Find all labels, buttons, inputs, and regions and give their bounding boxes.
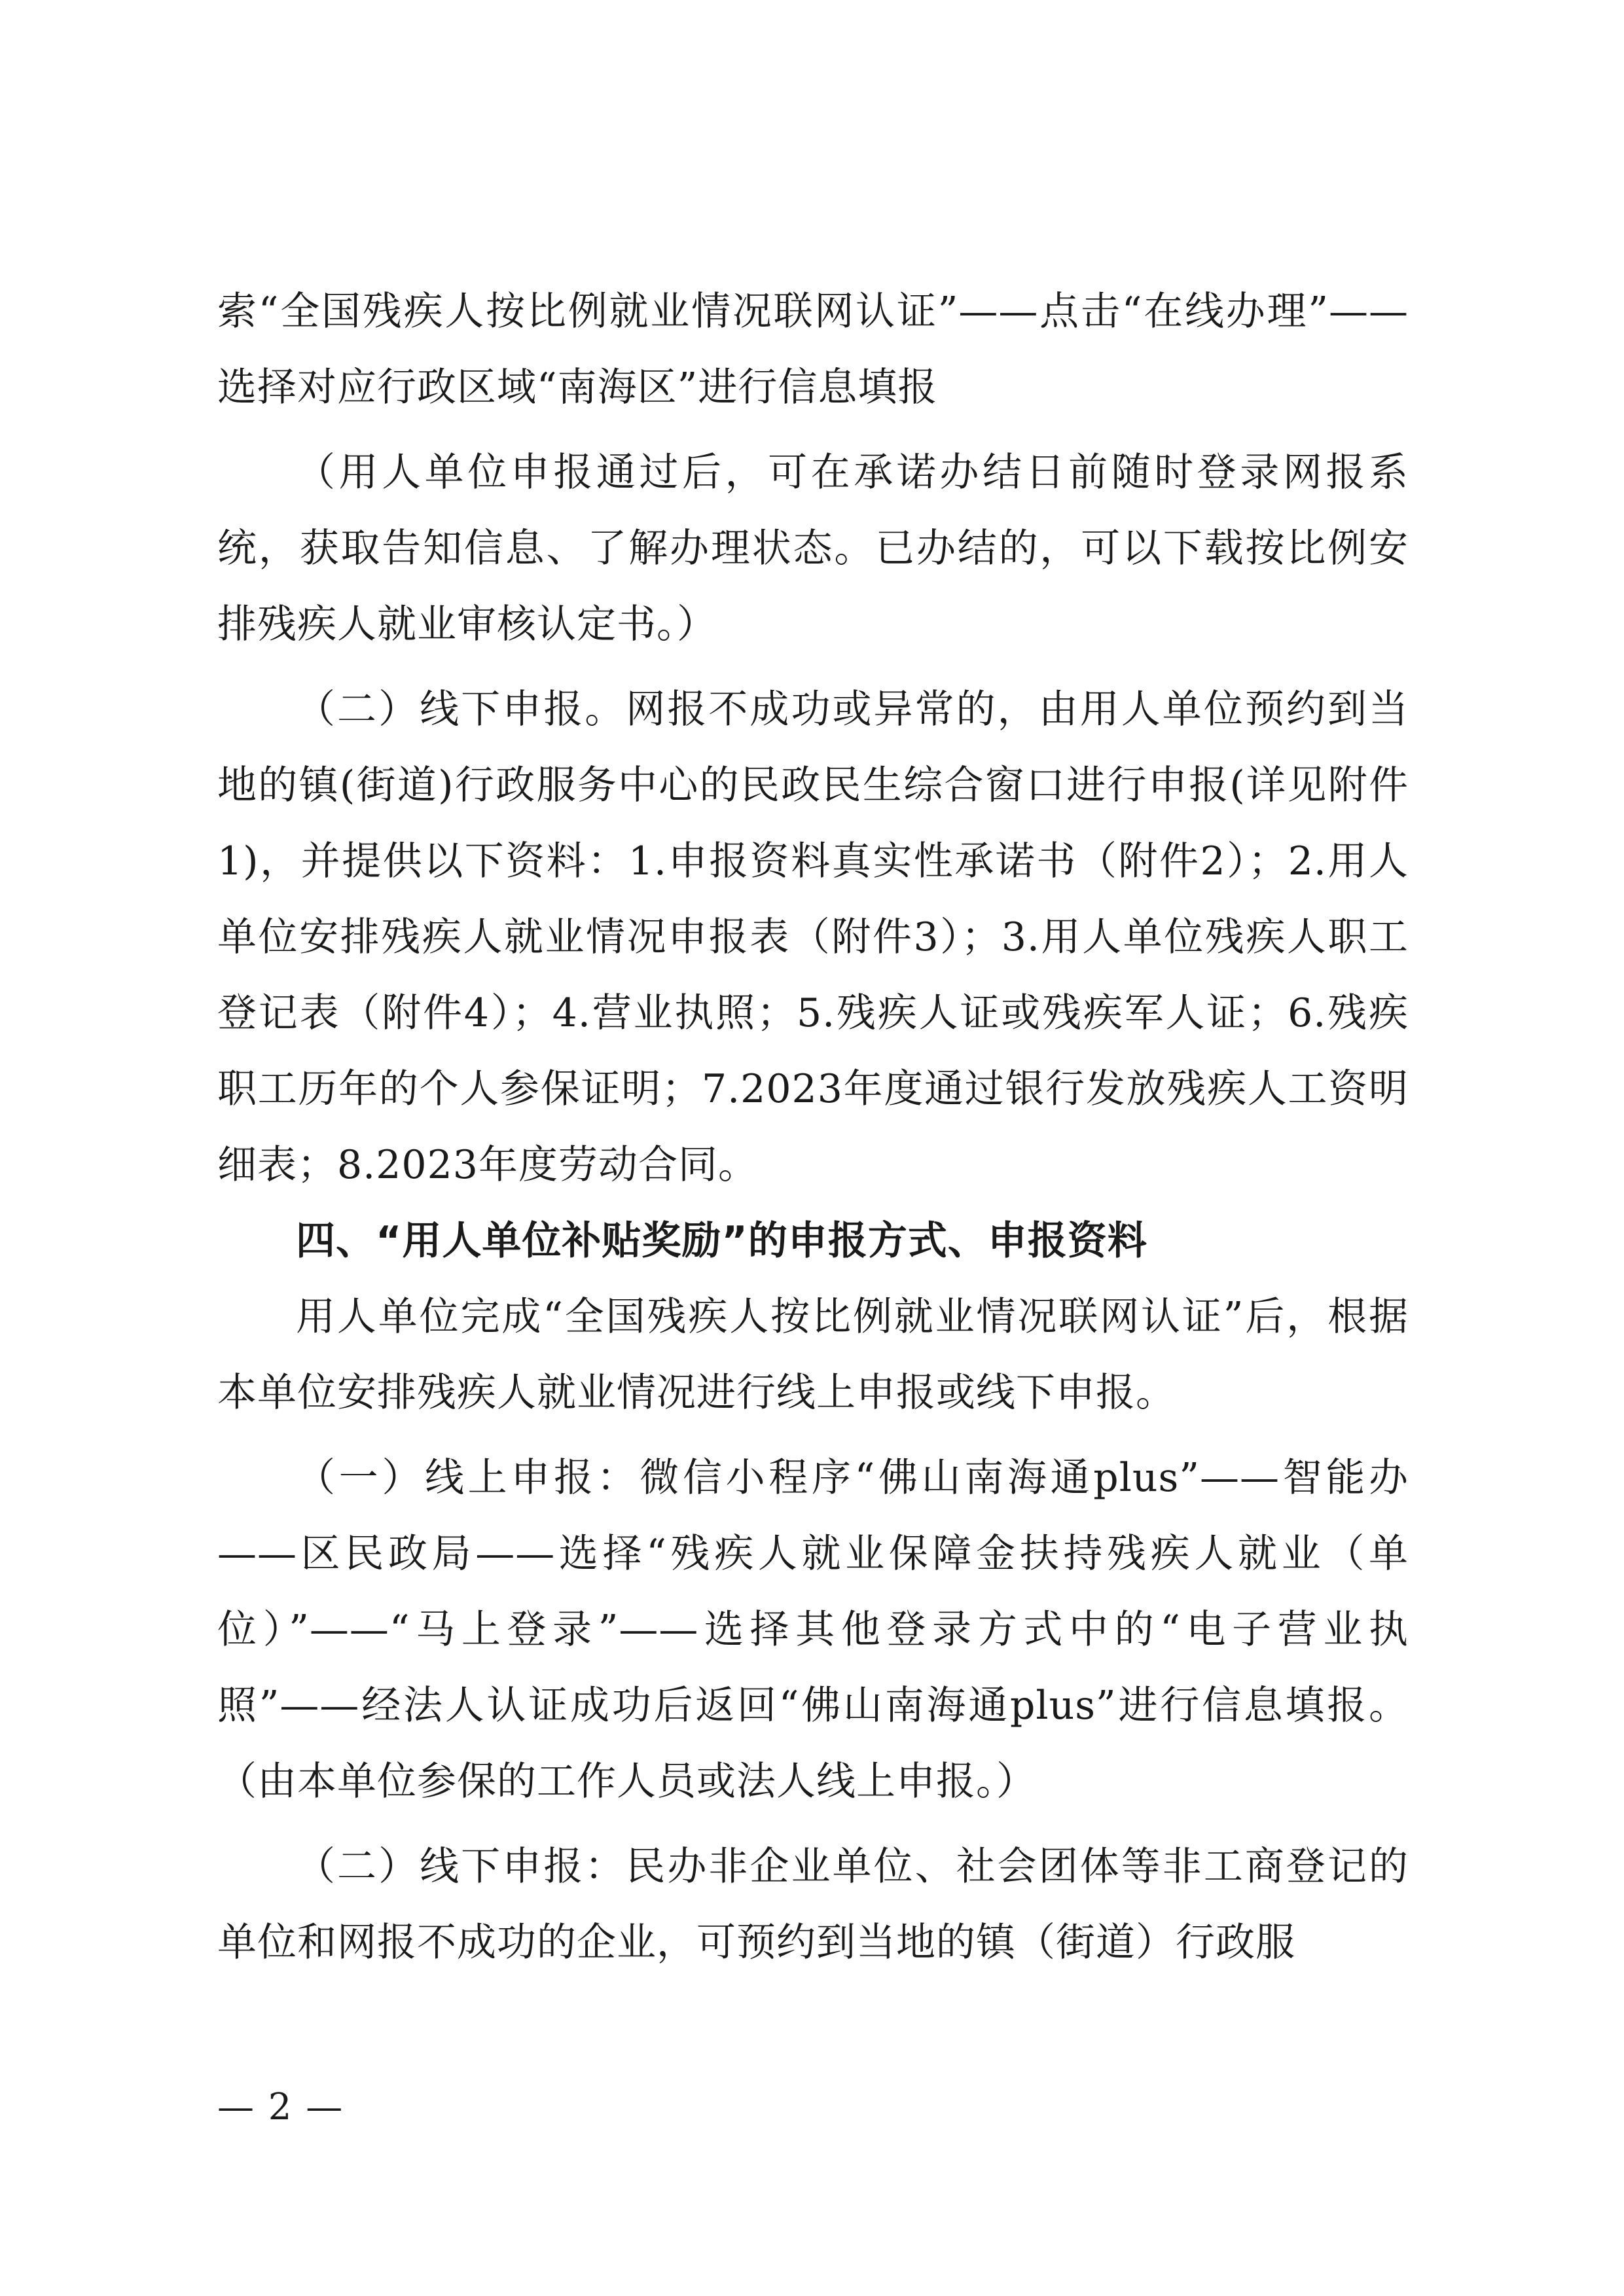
page-number: — 2 — — [217, 2086, 344, 2128]
document-body — [217, 274, 1409, 1981]
paragraph-subsidy-offline: （二）线下申报：民办非企业单位、社会团体等非工商登记的单位和网报不成功的企业，可预约到当地的镇（街道）行政服 — [217, 1844, 1409, 1965]
paragraph-subsidy-intro: 用人单位完成“全国残疾人按比例就业情况联网认证”后，根据本单位安排残疾人就业情况进行线上申报或线下申报。 — [217, 1294, 1409, 1416]
section-heading-four: 四、“用人单位补贴奖励”的申报方式、申报资料 — [296, 1218, 1147, 1264]
paragraph-offline-declaration: （二）线下申报。网报不成功或异常的，由用人单位预约到当地的镇(街道)行政服务中心的民政民生综合窗口进行申报(详见附件1)，并提供以下资料：1.申报资料真实性承诺书（附件2）；2.用人单位安排残疾人就业情况申报表（附件3）；3.用人单位残疾人职工登记表（附件4）；4.营业执照；5.残疾人证或残疾军人证；6.残疾职工历年的个人参保证明；7.2023年度通过银行发放残疾人工资明细表；8.2023年度劳动合同。 — [217, 687, 1409, 1188]
paragraph-online-note: （用人单位申报通过后，可在承诺办结日前随时登录网报系统，获取告知信息、了解办理状态。已办结的，可以下载按比例安排残疾人就业审核认定书。） — [217, 450, 1409, 647]
paragraph-continuation: 索“全国残疾人按比例就业情况联网认证”——点击“在线办理”——选择对应行政区域“南海区”进行信息填报 — [217, 289, 1409, 410]
paragraph-subsidy-online: （一）线上申报：微信小程序“佛山南海通plus”——智能办——区民政局——选择“残疾人就业保障金扶持残疾人就业（单位）”——“马上登录”——选择其他登录方式中的“电子营业执照”——经法人认证成功后返回“佛山南海通plus”进行信息填报。（由本单位参保的工作人员或法人线上申报。） — [217, 1455, 1409, 1804]
